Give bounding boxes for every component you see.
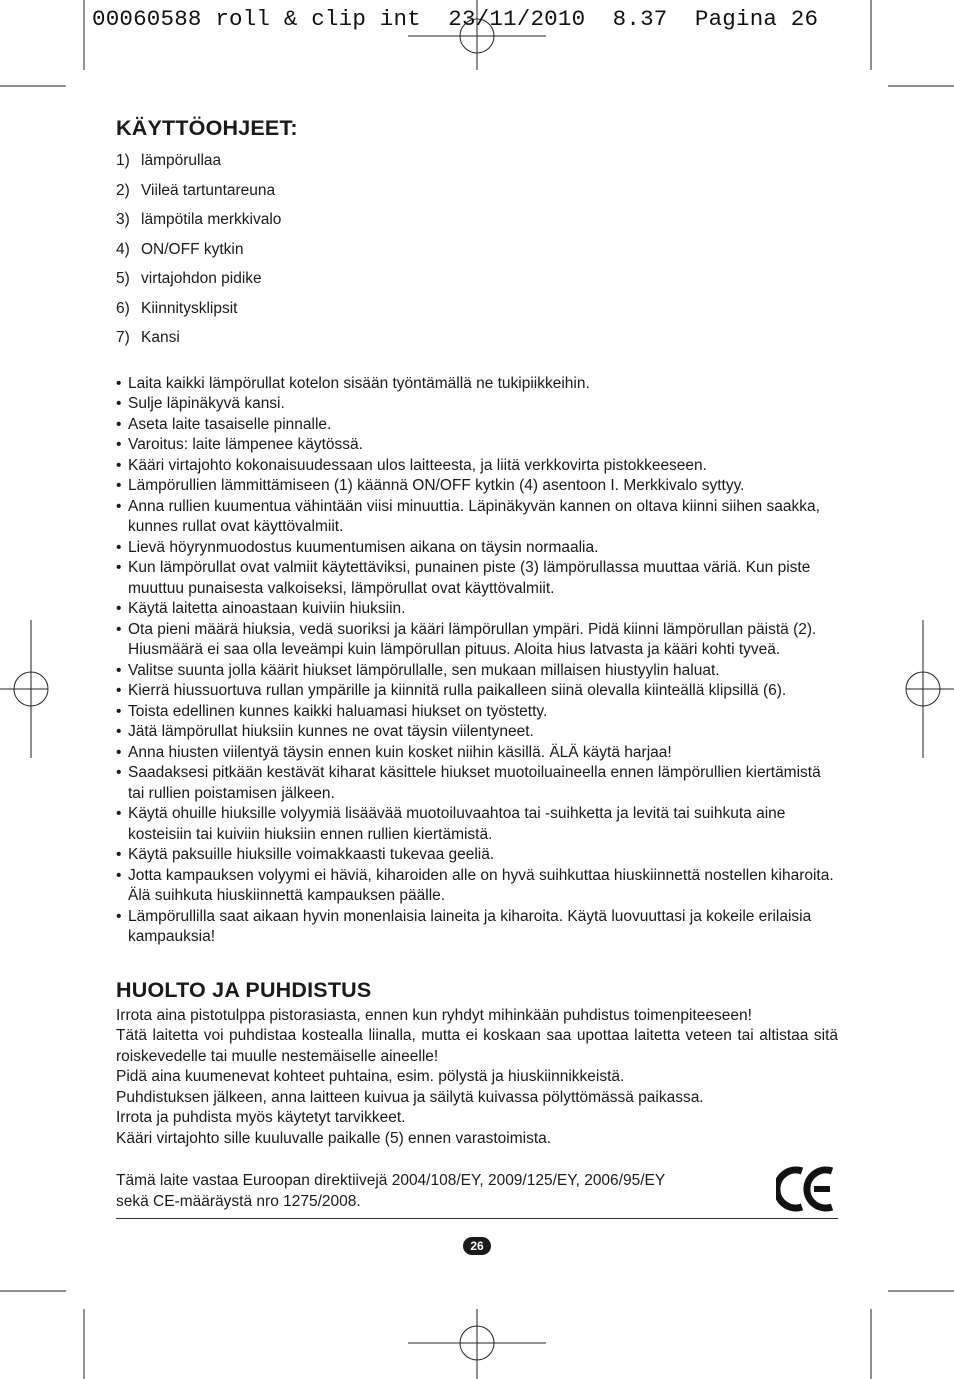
list-item: • Sulje läpinäkyvä kansi. [116, 394, 838, 415]
list-item: • Kun lämpörullat ovat valmiit käytettäviksi, punainen piste (3) lämpörullassa muuttaa väriä. Kun piste muuttuu punaisesta valkoiseksi, lämpörullat ovat käyttövalmiit. [116, 558, 838, 599]
instructions-list [116, 374, 838, 948]
print-slug: 00060588 roll & clip int 23/11/2010 8.37 Pagina 26 [92, 6, 819, 32]
list-item: • Käytä ohuille hiuksille volyymiä lisäävää muotoiluvaahtoa tai -suihketta ja levitä tai suihkuta aine kosteisiin tai kuiviin hiuksiin ennen rullien kiertämistä. [116, 804, 838, 845]
list-item: • Anna rullien kuumentua vähintään viisi minuuttia. Läpinäkyvän kannen on oltava kiinni siihen saakka, kunnes rullat ovat käyttövalmiit. [116, 497, 838, 538]
maintenance-paragraph: Irrota ja puhdista myös käytetyt tarvikkeet. [116, 1109, 406, 1126]
list-item: • Kääri virtajohto kokonaisuudessaan ulos laitteesta, ja liitä verkkovirta pistokkeeseen. [116, 456, 838, 477]
list-item: • Käytä paksuille hiuksille voimakkaasti tukevaa geeliä. [116, 845, 838, 866]
list-item: 5) virtajohdon pidike [116, 270, 262, 287]
list-item: • Anna hiusten viilentyä täysin ennen kuin kosket niihin käsillä. ÄLÄ käytä harjaa! [116, 743, 838, 764]
list-item: 3) lämpötila merkkivalo [116, 211, 282, 228]
page-number-badge: 26 [463, 1237, 491, 1255]
list-item: • Käytä laitetta ainoastaan kuiviin hiuksiin. [116, 599, 838, 620]
section-title-usage: KÄYTTÖOHJEET: [116, 116, 298, 140]
parts-list [116, 151, 838, 358]
ce-logo-icon [776, 1165, 836, 1213]
maintenance-paragraph: Irrota aina pistotulppa pistorasiasta, ennen kun ryhdyt mihinkään puhdistus toimenpiteeseen! [116, 1006, 752, 1024]
list-item: 4) ON/OFF kytkin [116, 240, 244, 258]
list-item: • Jätä lämpörullat hiuksiin kunnes ne ovat täysin viilentyneet. [116, 722, 838, 743]
list-item: • Saadaksesi pitkään kestävät kiharat käsittele hiukset muotoiluaineella ennen lämpörullien kiertämistä tai rullien poistamisen jälkeen. [116, 763, 838, 804]
list-item: • Lämpörullien lämmittämiseen (1) käännä ON/OFF kytkin (4) asentoon I. Merkkivalo syttyy. [116, 476, 838, 497]
compliance-block [116, 1171, 838, 1231]
compliance-text [116, 1171, 665, 1212]
compliance-line: Tämä laite vastaa Euroopan direktiivejä 2004/108/EY, 2009/125/EY, 2006/95/EY [116, 1172, 666, 1189]
list-item: 6) Kiinnitysklipsit [116, 299, 238, 317]
list-item: • Aseta laite tasaiselle pinnalle. [116, 415, 838, 436]
list-item: • Ota pieni määrä hiuksia, vedä suoriksi ja kääri lämpörullan ympäri. Pidä kiinni lämpörullan päistä (2). Hiusmäärä ei saa olla leveämpi kuin lämpörullan pituus. Aloita hius latvasta ja kääri kohti tyveä. [116, 620, 838, 661]
list-item: • Laita kaikki lämpörullat kotelon sisään työntämällä ne tukipiikkeihin. [116, 374, 838, 395]
maintenance-paragraph: Puhdistuksen jälkeen, anna laitteen kuivua ja säilytä kuivassa pölyttömässä paikassa. [116, 1088, 704, 1106]
list-item: • Lievä höyrynmuodostus kuumentumisen aikana on täysin normaalia. [116, 538, 838, 559]
list-item: • Toista edellinen kunnes kaikki haluamasi hiukset on työstetty. [116, 702, 838, 723]
section-title-maintenance: HUOLTO JA PUHDISTUS [116, 977, 372, 1002]
list-item: • Kierrä hiussuortuva rullan ympärille ja kiinnitä rulla paikalleen siinä olevalla kiinteällä klipsillä (6). [116, 681, 838, 702]
list-item: • Varoitus: laite lämpenee käytössä. [116, 435, 838, 456]
list-item: • Jotta kampauksen volyymi ei häviä, kiharoiden alle on hyvä suihkuttaa hiuskiinnettä nostellen kiharoita. Älä suihkuta hiuskiinnettä kampauksen päälle. [116, 866, 838, 907]
compliance-line: sekä CE-määräystä nro 1275/2008. [116, 1192, 361, 1210]
maintenance-paragraph: Kääri virtajohto sille kuuluvalle paikalle (5) ennen varastoimista. [116, 1129, 552, 1147]
page-content [116, 116, 838, 1231]
maintenance-paragraph: Tätä laitetta voi puhdistaa kostealla liinalla, mutta ei koskaan saa upottaa laitetta veteen tai altistaa sitä roiskevedelle tai muulle nestemäiselle aineelle! [116, 1027, 838, 1065]
footer-divider [116, 1218, 838, 1219]
list-item: 2) Viileä tartuntareuna [116, 181, 276, 199]
maintenance-paragraph: Pidä aina kuumenevat kohteet puhtaina, esim. pölystä ja hiuskiinnikkeistä. [116, 1068, 625, 1085]
list-item: • Valitse suunta jolla käärit hiukset lämpörullalle, sen mukaan millaisen hiustyylin haluat. [116, 661, 838, 682]
list-item: • Lämpörullilla saat aikaan hyvin monenlaisia laineita ja kiharoita. Käytä luovuuttasi ja kokeile erilaisia kampauksia! [116, 907, 838, 948]
list-item: 1) lämpörullaa [116, 152, 222, 169]
list-item: 7) Kansi [116, 329, 180, 346]
